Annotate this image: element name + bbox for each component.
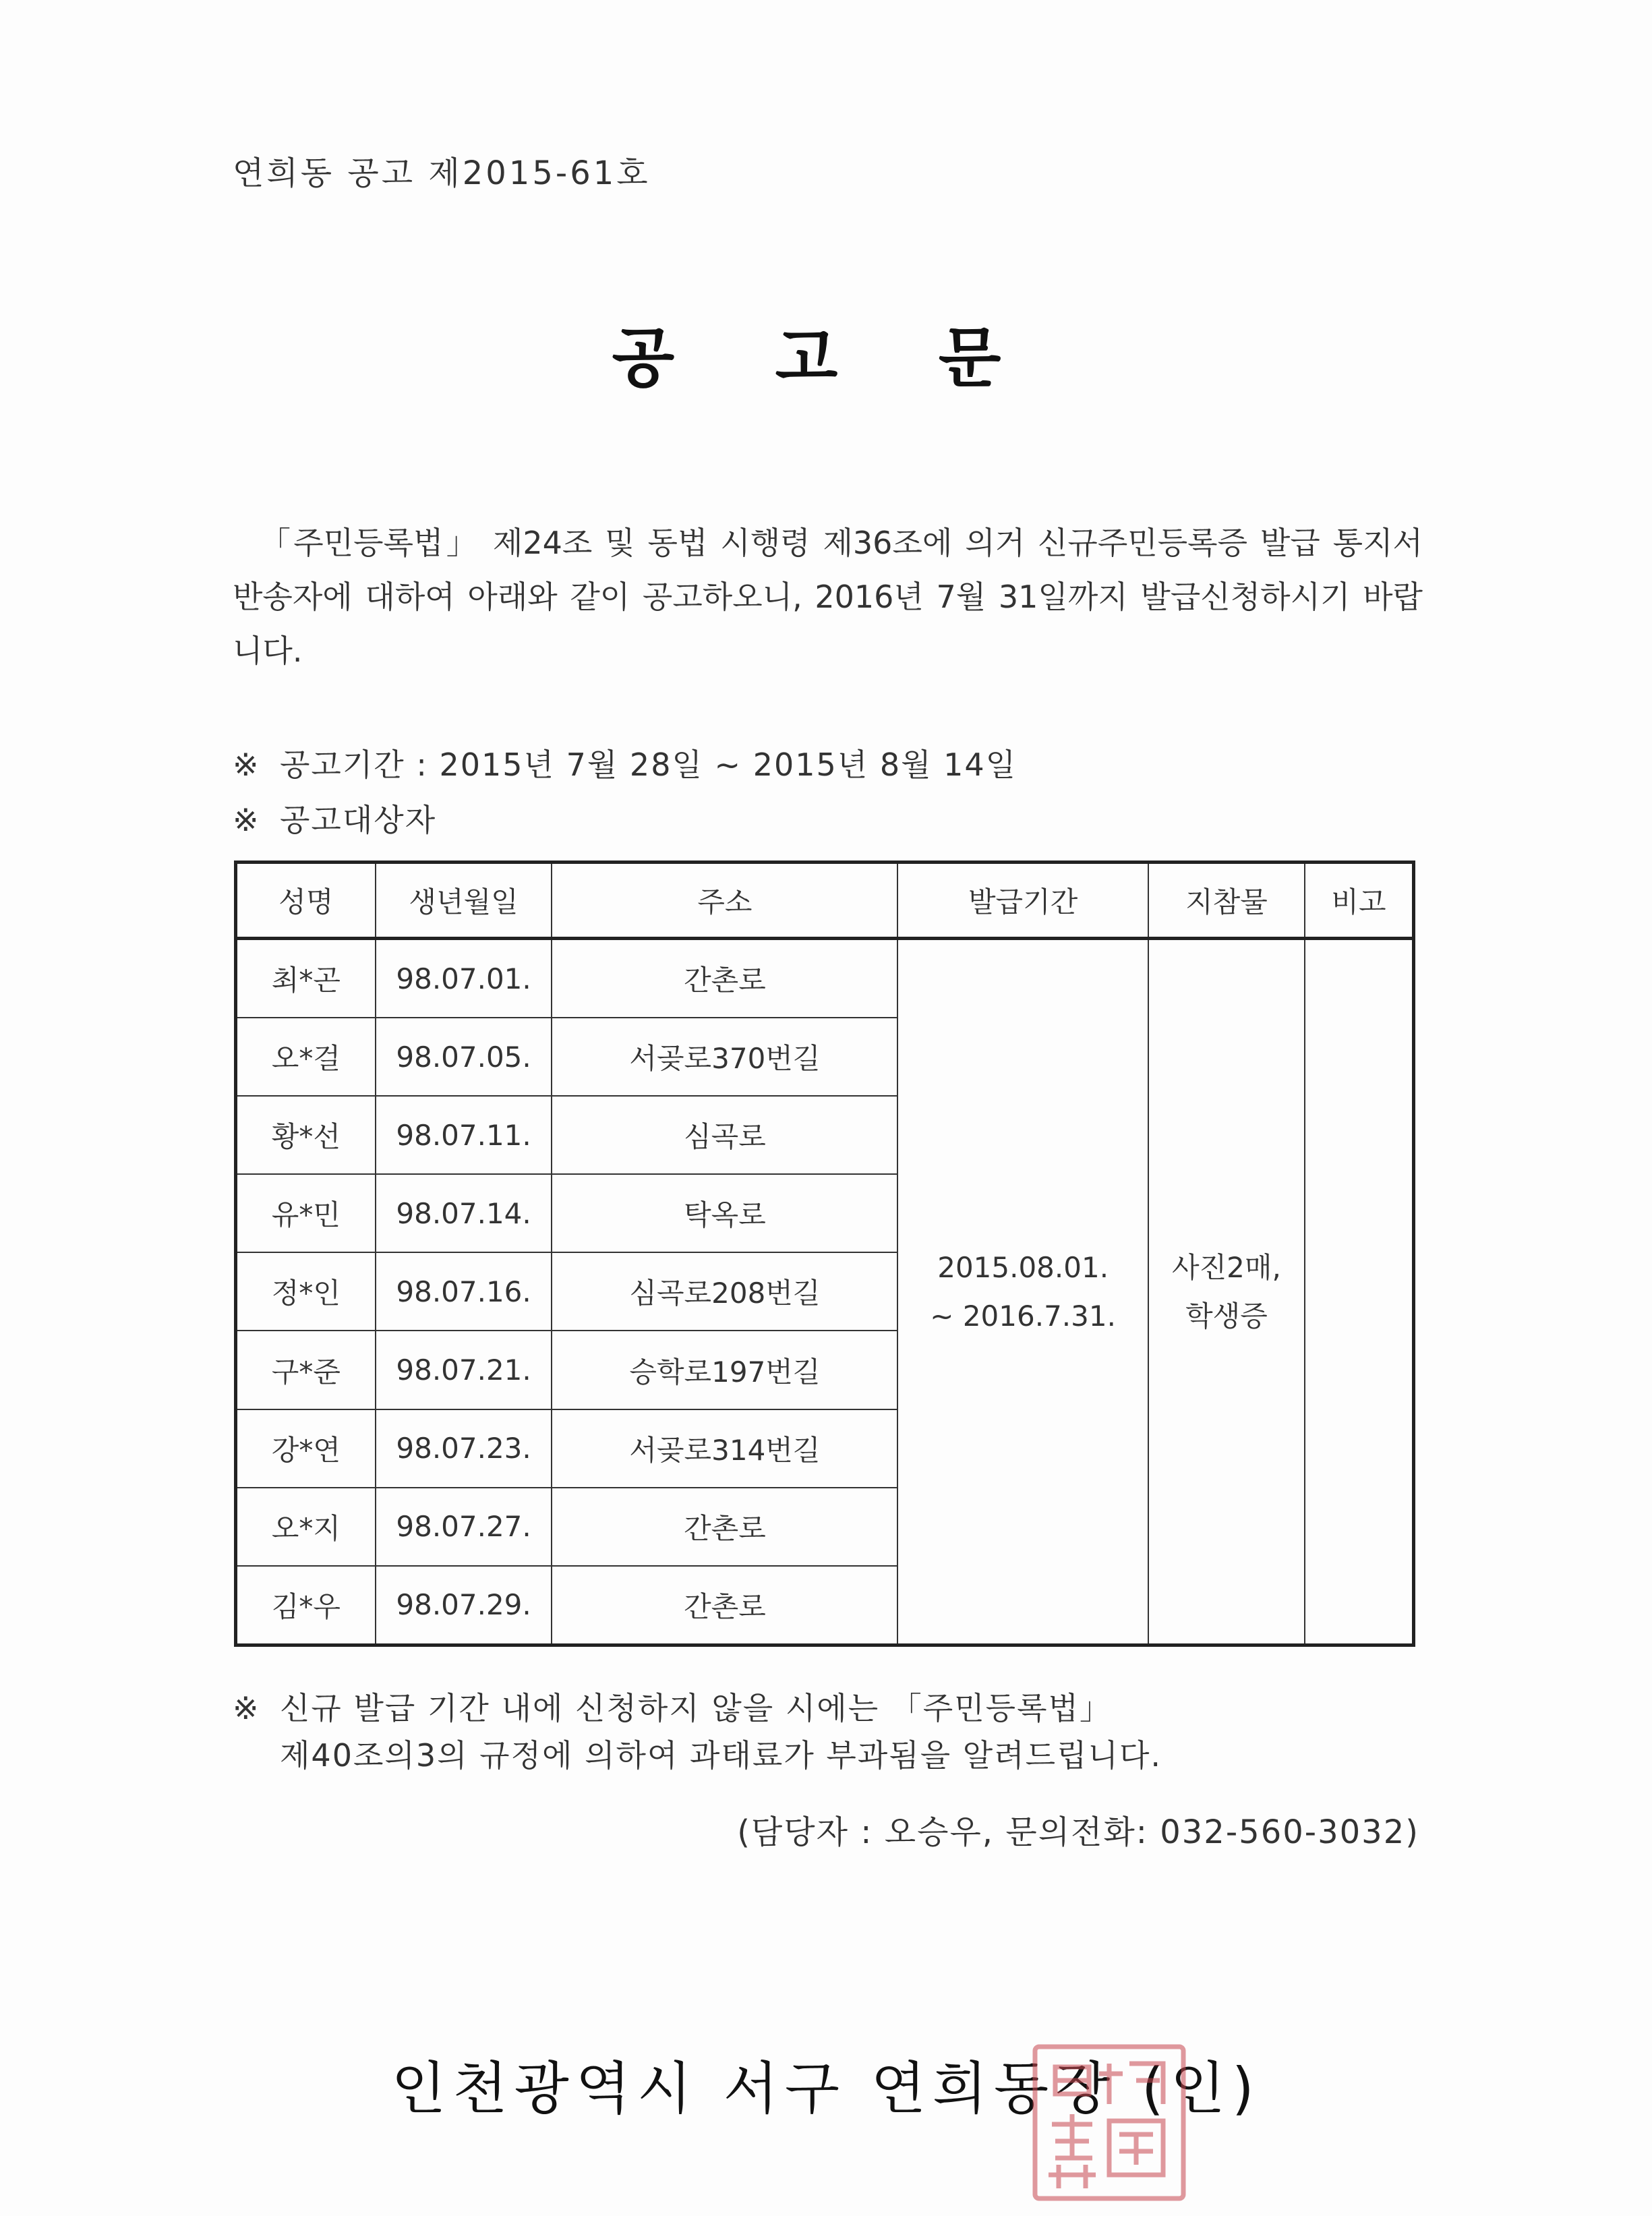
penalty-footnote [233, 1685, 1433, 1779]
targets-table [234, 861, 1415, 1647]
table-row [236, 939, 1414, 1018]
cell-birth: 98.07.29. [376, 1566, 552, 1645]
header-name: 성명 [236, 863, 376, 939]
contact-info: (담당자 : 오승우, 문의전화: 032-560-3032) [737, 1813, 1419, 1851]
cell-address: 서곶로370번길 [552, 1018, 897, 1096]
header-issue-period: 발급기간 [897, 863, 1148, 939]
cell-birth: 98.07.23. [376, 1409, 552, 1488]
notice-period [233, 740, 1017, 785]
document-title: 공 고 문 [612, 320, 1040, 396]
cell-name: 김*우 [236, 1566, 376, 1645]
cell-address: 간촌로 [552, 939, 897, 1018]
items-line-1: 사진2매, [1172, 1250, 1281, 1284]
cell-birth: 98.07.16. [376, 1252, 552, 1331]
notice-period-text: 공고기간 : 2015년 7월 28일 ~ 2015년 8월 14일 [280, 747, 1017, 783]
reference-mark: ※ [233, 802, 260, 838]
official-seal-icon [1028, 2040, 1190, 2205]
header-address: 주소 [552, 863, 897, 939]
cell-issue-period [897, 939, 1148, 1645]
notice-number: 연희동 공고 제2015-61호 [233, 154, 651, 192]
cell-address: 탁옥로 [552, 1174, 897, 1252]
cell-birth: 98.07.01. [376, 939, 552, 1018]
cell-address: 서곶로314번길 [552, 1409, 897, 1488]
cell-birth: 98.07.11. [376, 1096, 552, 1174]
cell-address: 간촌로 [552, 1566, 897, 1645]
cell-address: 간촌로 [552, 1488, 897, 1566]
cell-remarks [1305, 939, 1413, 1645]
table-header-row [236, 863, 1414, 939]
reference-mark: ※ [233, 1690, 260, 1726]
cell-address: 심곡로 [552, 1096, 897, 1174]
cell-name: 오*지 [236, 1488, 376, 1566]
footnote-line-1: 신규 발급 기간 내에 신청하지 않을 시에는 「주민등록법」 [280, 1690, 1112, 1726]
items-line-2: 학생증 [1185, 1299, 1268, 1333]
cell-birth: 98.07.21. [376, 1331, 552, 1409]
cell-name: 구*준 [236, 1331, 376, 1409]
notice-target [233, 796, 436, 840]
cell-name: 유*민 [236, 1174, 376, 1252]
cell-name: 정*인 [236, 1252, 376, 1331]
cell-name: 최*곤 [236, 939, 376, 1018]
issue-period-start: 2015.08.01. [937, 1250, 1109, 1284]
notice-target-text: 공고대상자 [280, 802, 437, 838]
cell-address: 승학로197번길 [552, 1331, 897, 1409]
cell-name: 오*걸 [236, 1018, 376, 1096]
issuer-signature: 인천광역시 서구 연희동장 (인) [391, 2055, 1261, 2122]
cell-items [1148, 939, 1305, 1645]
cell-name: 강*연 [236, 1409, 376, 1488]
cell-birth: 98.07.05. [376, 1018, 552, 1096]
header-birth: 생년월일 [376, 863, 552, 939]
cell-address: 심곡로208번길 [552, 1252, 897, 1331]
cell-birth: 98.07.14. [376, 1174, 552, 1252]
intro-paragraph: 「주민등록법」 제24조 및 동법 시행령 제36조에 의거 신규주민등록증 발급 통지서 반송자에 대하여 아래와 같이 공고하오니, 2016년 7월 31일까지 발급신청하시기 바랍니다. [233, 525, 1423, 669]
cell-name: 황*선 [236, 1096, 376, 1174]
header-items: 지참물 [1148, 863, 1305, 939]
footnote-line-2: 제40조의3의 규정에 의하여 과태료가 부과됨을 알려드립니다. [280, 1737, 1162, 1774]
reference-mark: ※ [233, 747, 260, 783]
header-remarks: 비고 [1305, 863, 1413, 939]
issue-period-end: ~ 2016.7.31. [930, 1299, 1116, 1333]
cell-birth: 98.07.27. [376, 1488, 552, 1566]
